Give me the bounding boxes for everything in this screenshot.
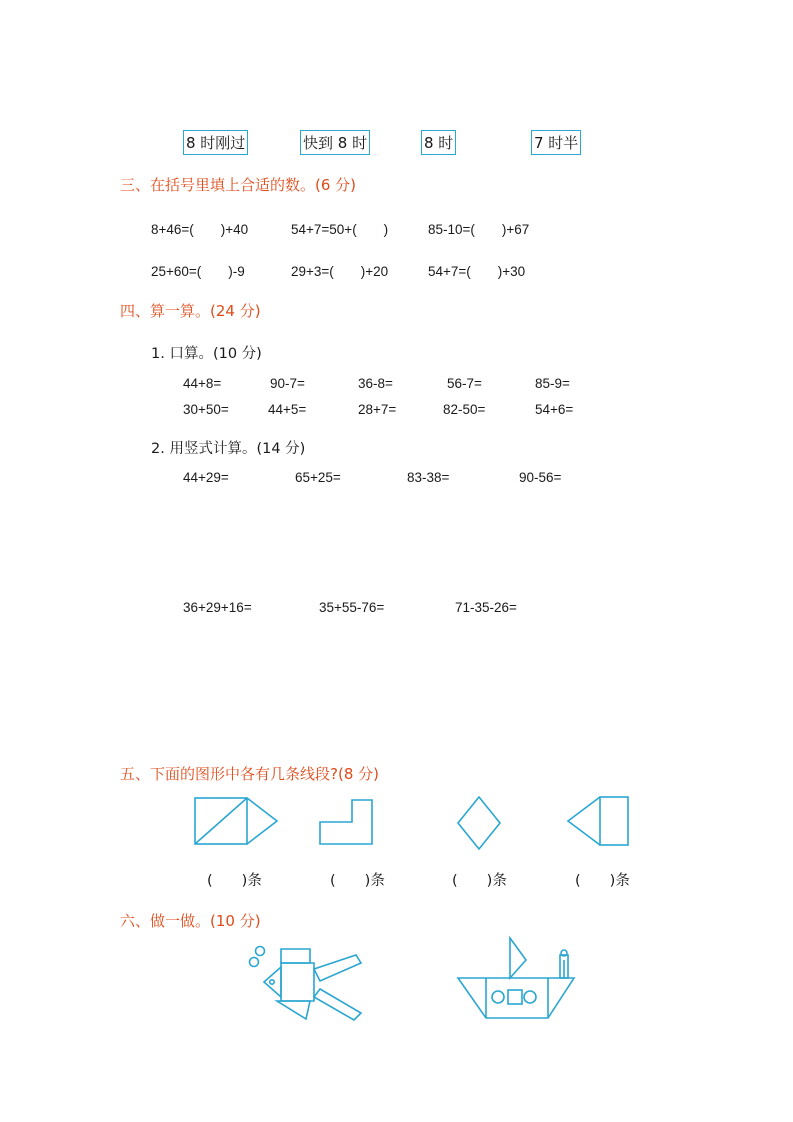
- vertical-item: 65+25=: [295, 470, 341, 485]
- time-label-1: 8 时刚过: [183, 130, 248, 155]
- fill-equation: 54+7=50+( ): [291, 222, 389, 237]
- oral-item: 90-7=: [270, 376, 305, 391]
- segment-answer[interactable]: ( )条: [330, 873, 385, 889]
- tangram-boat-icon: [458, 938, 578, 1024]
- oral-item: 85-9=: [535, 376, 570, 391]
- fill-equation: 8+46=( )+40: [151, 222, 249, 237]
- oral-item: 56-7=: [447, 376, 482, 391]
- section-5-title: 五、下面的图形中各有几条线段?(8 分): [120, 765, 379, 783]
- section-4-title: 四、算一算。(24 分): [120, 302, 261, 320]
- segment-answer[interactable]: ( )条: [575, 873, 630, 889]
- vertical-item: 36+29+16=: [183, 600, 252, 615]
- oral-item: 28+7=: [358, 402, 397, 417]
- section-6-title: 六、做一做。(10 分): [120, 912, 261, 930]
- time-label-4: 7 时半: [531, 130, 581, 155]
- oral-item: 44+5=: [268, 402, 307, 417]
- section-3-title: 三、在括号里填上合适的数。(6 分): [120, 176, 357, 194]
- oral-calc-title: 1. 口算。(10 分): [151, 346, 262, 362]
- fill-equation: 85-10=( )+67: [428, 222, 530, 237]
- vertical-item: 44+29=: [183, 470, 229, 485]
- oral-item: 30+50=: [183, 402, 229, 417]
- vertical-item: 71-35-26=: [455, 600, 517, 615]
- fill-equation: 25+60=( )-9: [151, 264, 245, 279]
- fill-equation: 29+3=( )+20: [291, 264, 389, 279]
- vertical-calc-title: 2. 用竖式计算。(14 分): [151, 441, 306, 457]
- segment-answer[interactable]: ( )条: [452, 873, 507, 889]
- vertical-item: 83-38=: [407, 470, 450, 485]
- fill-equation: 54+7=( )+30: [428, 264, 526, 279]
- rhombus-icon: [458, 797, 502, 851]
- oral-item: 54+6=: [535, 402, 574, 417]
- triangle-square-icon: [568, 797, 630, 847]
- oral-item: 44+8=: [183, 376, 222, 391]
- l-shape-icon: [320, 800, 374, 846]
- time-label-2: 快到 8 时: [300, 130, 370, 155]
- oral-item: 82-50=: [443, 402, 486, 417]
- rectangle-triangle-icon: [195, 798, 279, 846]
- tangram-fish-icon: [248, 945, 364, 1025]
- vertical-item: 90-56=: [519, 470, 562, 485]
- time-label-3: 8 时: [421, 130, 456, 155]
- oral-item: 36-8=: [358, 376, 393, 391]
- vertical-item: 35+55-76=: [319, 600, 385, 615]
- segment-answer[interactable]: ( )条: [207, 873, 262, 889]
